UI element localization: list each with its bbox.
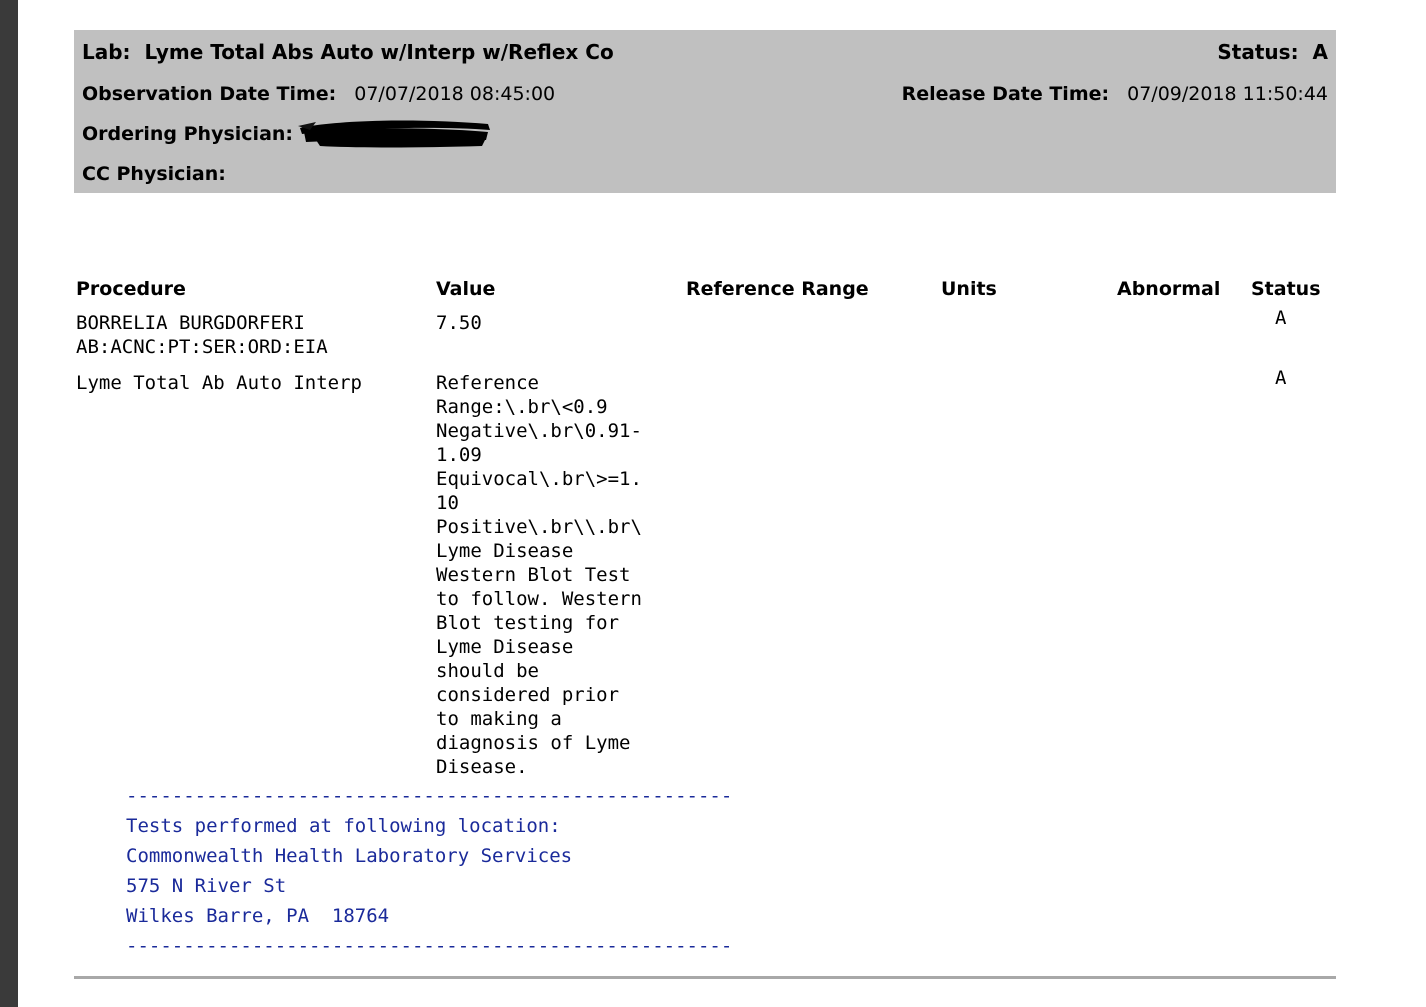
value-line: Blot testing for bbox=[436, 612, 620, 634]
ordering-label: Ordering Physician: bbox=[82, 123, 294, 145]
footer-line: Wilkes Barre, PA 18764 bbox=[126, 905, 390, 927]
lab-header-panel bbox=[74, 30, 1336, 193]
redaction-scribble bbox=[296, 116, 492, 150]
footer-line: Commonwealth Health Laboratory Services bbox=[126, 845, 573, 867]
value-line: Negative\.br\0.91- bbox=[436, 420, 642, 442]
release-datetime bbox=[902, 83, 1328, 105]
value-line: to follow. Western bbox=[436, 588, 642, 610]
table-row-1-status: A bbox=[1275, 307, 1287, 329]
value-line: Disease. bbox=[436, 756, 528, 778]
value-line: Western Blot Test bbox=[436, 564, 631, 586]
procedure-line: BORRELIA BURGDORFERI bbox=[76, 312, 305, 334]
lab-label: Lab: bbox=[82, 40, 131, 64]
value-line: to making a bbox=[436, 708, 562, 730]
lab-title bbox=[82, 40, 614, 64]
column-header-reference-range: Reference Range bbox=[686, 278, 869, 300]
observation-value: 07/07/2018 08:45:00 bbox=[354, 83, 556, 105]
procedure-line: AB:ACNC:PT:SER:ORD:EIA bbox=[76, 336, 328, 358]
column-header-procedure: Procedure bbox=[76, 278, 186, 300]
bottom-divider bbox=[74, 976, 1336, 979]
footer-rule-top: ----------------------------------------------------- bbox=[126, 785, 733, 807]
footer-line: 575 N River St bbox=[126, 875, 287, 897]
value-line: Lyme Disease bbox=[436, 540, 574, 562]
ordering-physician bbox=[82, 123, 311, 145]
release-label: Release Date Time: bbox=[901, 83, 1110, 105]
footer-line: Tests performed at following location: bbox=[126, 815, 561, 837]
table-row-1-procedure bbox=[76, 311, 328, 359]
value-line: diagnosis of Lyme bbox=[436, 732, 631, 754]
column-header-value: Value bbox=[436, 278, 496, 300]
value-line: Reference bbox=[436, 372, 539, 394]
cc-label: CC Physician: bbox=[82, 163, 226, 185]
column-header-abnormal: Abnormal bbox=[1117, 278, 1221, 300]
value-line: Lyme Disease bbox=[436, 636, 574, 658]
value-line: considered prior bbox=[436, 684, 620, 706]
table-row-2-procedure: Lyme Total Ab Auto Interp bbox=[76, 372, 362, 394]
value-line: 10 bbox=[436, 492, 459, 514]
footer-rule-bottom: ----------------------------------------------------- bbox=[126, 935, 733, 957]
column-header-status: Status bbox=[1251, 278, 1321, 300]
lab-name: Lyme Total Abs Auto w/Interp w/Reflex Co bbox=[144, 40, 614, 64]
cc-physician bbox=[82, 163, 244, 185]
value-line: Positive\.br\\.br\ bbox=[436, 516, 642, 538]
value-line: should be bbox=[436, 660, 539, 682]
status-label: Status: bbox=[1217, 40, 1299, 64]
status-value: A bbox=[1312, 40, 1328, 64]
value-line: Range:\.br\<0.9 bbox=[436, 396, 608, 418]
observation-label: Observation Date Time: bbox=[82, 83, 337, 105]
release-value: 07/09/2018 11:50:44 bbox=[1127, 83, 1328, 105]
table-row-1-value: 7.50 bbox=[436, 312, 482, 334]
lab-status bbox=[1217, 40, 1328, 64]
table-row-2-status: A bbox=[1275, 367, 1287, 389]
observation-datetime bbox=[82, 83, 555, 105]
column-header-units: Units bbox=[941, 278, 997, 300]
window-edge bbox=[0, 0, 18, 1007]
table-row-2-value bbox=[436, 371, 642, 779]
value-line: Equivocal\.br\>=1. bbox=[436, 468, 642, 490]
value-line: 1.09 bbox=[436, 444, 482, 466]
